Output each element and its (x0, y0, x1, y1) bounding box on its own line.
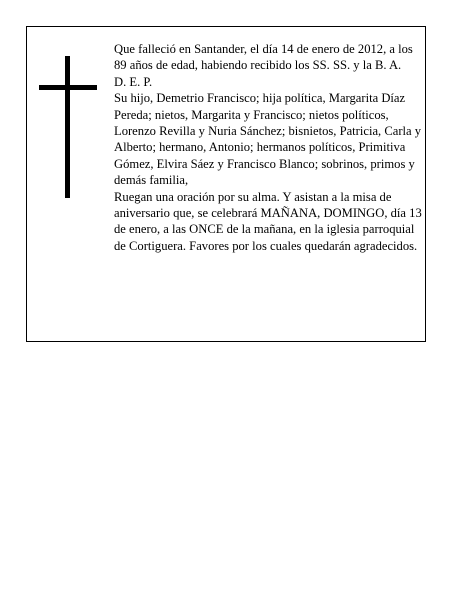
death-announcement: Que falleció en Santander, el día 14 de enero de 2012, a los 89 años de edad, habiendo recibido los SS. SS. y la B. A. (114, 42, 413, 73)
cross-horizontal-bar (39, 85, 97, 90)
obituary-notice (26, 26, 426, 342)
notice-text (114, 41, 422, 254)
rip-line: D. E. P. (114, 74, 153, 89)
mass-invitation: Ruegan una oración por su alma. Y asistan a la misa de aniversario que, se celebrará MAÑANA, DOMINGO, día 13 de enero, a las ONCE de la mañana, en la iglesia parroquial de Cortiguera. Favores por los cuales quedarán agradecidos. (114, 189, 422, 253)
family-list: Su hijo, Demetrio Francisco; hija política, Margarita Díaz Pereda; nietos, Margarita y Francisco; nietos políticos, Lorenzo Revilla y Nuria Sánchez; bisnietos, Patricia, Carla y Alberto; hermano, Antonio; hermanos políticos, Primitiva Gómez, Elvira Sáez y Francisco Blanco; sobrinos, primos y demás familia, (114, 91, 422, 188)
cross-vertical-bar (65, 56, 70, 198)
latin-cross-icon (39, 56, 97, 198)
